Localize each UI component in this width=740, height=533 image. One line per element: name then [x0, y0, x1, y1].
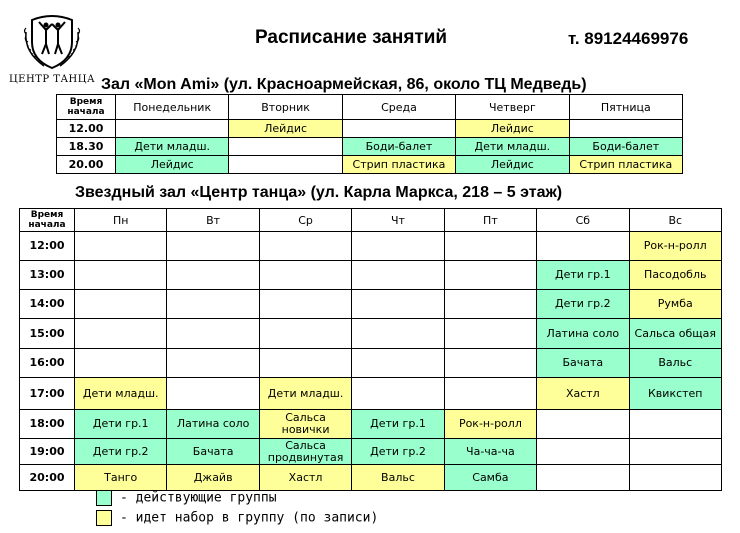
hall2-class-cell [629, 465, 721, 491]
hall2-class-cell: Рок-н-ролл [444, 410, 536, 439]
hall2-class-cell: Ча-ча-ча [444, 439, 536, 465]
hall2-time-cell: 12:00 [20, 232, 75, 261]
hall2-table-row [20, 378, 722, 410]
hall2-time-cell: 18:00 [20, 410, 75, 439]
hall2-time-cell: 20:00 [20, 465, 75, 491]
hall2-class-cell [167, 349, 259, 378]
hall2-class-cell [629, 410, 721, 439]
legend-swatch-green [96, 490, 112, 506]
hall2-schedule-table [19, 208, 722, 491]
hall2-class-cell: Дети младш. [259, 378, 351, 410]
hall2-class-cell [75, 261, 167, 290]
hall2-class-cell: Джайв [167, 465, 259, 491]
hall2-class-cell [352, 261, 444, 290]
hall2-class-cell [537, 439, 629, 465]
hall2-class-cell [444, 232, 536, 261]
hall2-class-cell: Самба [444, 465, 536, 491]
legend-item-enrolling [96, 510, 378, 526]
hall1-class-cell: Стрип пластика [569, 156, 682, 174]
hall1-time-cell: 20.00 [57, 156, 116, 174]
hall2-class-cell: Сальса общая [629, 319, 721, 349]
hall1-class-cell: Лейдис [456, 156, 569, 174]
hall1-class-cell [569, 120, 682, 138]
hall2-class-cell: Хастл [537, 378, 629, 410]
hall2-time-cell: 16:00 [20, 349, 75, 378]
hall2-class-cell: Дети гр.2 [352, 439, 444, 465]
hall2-class-cell [444, 378, 536, 410]
hall1-table-row [57, 156, 683, 174]
hall2-class-cell: Сальса продвинутая [259, 439, 351, 465]
hall2-class-cell: Латина соло [167, 410, 259, 439]
phone-number: т. 89124469976 [568, 29, 689, 48]
hall2-class-cell [352, 349, 444, 378]
hall1-day-header: Вторник [229, 95, 342, 120]
hall1-class-cell [229, 156, 342, 174]
hall2-class-cell [352, 378, 444, 410]
hall2-table-row [20, 465, 722, 491]
hall2-time-cell: 13:00 [20, 261, 75, 290]
hall2-class-cell [352, 319, 444, 349]
hall1-class-cell: Боди-балет [569, 138, 682, 156]
hall2-time-cell: 17:00 [20, 378, 75, 410]
hall2-time-cell: 14:00 [20, 290, 75, 319]
hall2-class-cell: Латина соло [537, 319, 629, 349]
hall2-class-cell [75, 290, 167, 319]
hall2-day-header: Сб [537, 209, 629, 232]
hall2-class-cell: Квикстеп [629, 378, 721, 410]
hall1-class-cell: Дети младш. [456, 138, 569, 156]
hall2-table-row [20, 410, 722, 439]
hall2-day-header: Чт [352, 209, 444, 232]
dancers-crest-icon [22, 12, 82, 70]
hall2-day-header: Вт [167, 209, 259, 232]
hall2-class-cell: Бачата [537, 349, 629, 378]
hall2-table-row [20, 232, 722, 261]
hall2-header-row [20, 209, 722, 232]
hall2-class-cell: Дети гр.2 [75, 439, 167, 465]
hall1-class-cell [229, 138, 342, 156]
hall2-class-cell: Хастл [259, 465, 351, 491]
legend-label: - действующие группы [120, 490, 277, 506]
hall2-class-cell: Дети гр.1 [352, 410, 444, 439]
hall1-title: Зал «Mon Ami» (ул. Красноармейская, 86, около ТЦ Медведь) [101, 76, 587, 93]
hall1-day-header: Пятница [569, 95, 682, 120]
hall2-class-cell [629, 439, 721, 465]
hall2-class-cell: Дети младш. [75, 378, 167, 410]
hall2-time-header: Время начала [20, 209, 75, 232]
hall2-table-row [20, 319, 722, 349]
hall2-class-cell [537, 410, 629, 439]
hall2-table-row [20, 261, 722, 290]
hall1-class-cell: Лейдис [116, 156, 229, 174]
hall2-table-row [20, 439, 722, 465]
hall1-schedule-table [56, 94, 683, 174]
hall2-class-cell [259, 261, 351, 290]
hall2-class-cell [259, 232, 351, 261]
hall1-time-header: Время начала [57, 95, 116, 120]
hall2-class-cell [352, 290, 444, 319]
hall2-class-cell [537, 232, 629, 261]
hall1-time-cell: 12.00 [57, 120, 116, 138]
hall2-class-cell: Румба [629, 290, 721, 319]
hall2-table-row [20, 290, 722, 319]
hall2-time-cell: 19:00 [20, 439, 75, 465]
hall2-class-cell: Сальса новички [259, 410, 351, 439]
hall1-table-row [57, 138, 683, 156]
hall2-class-cell [167, 378, 259, 410]
logo [8, 12, 96, 88]
hall2-day-header: Ср [259, 209, 351, 232]
hall1-class-cell: Стрип пластика [342, 156, 455, 174]
hall1-class-cell: Дети младш. [116, 138, 229, 156]
hall2-day-header: Пн [75, 209, 167, 232]
hall2-class-cell [352, 232, 444, 261]
hall2-class-cell: Рок-н-ролл [629, 232, 721, 261]
hall2-class-cell: Дети гр.2 [537, 290, 629, 319]
hall2-class-cell [259, 319, 351, 349]
hall2-class-cell [167, 319, 259, 349]
hall2-class-cell: Пасодобль [629, 261, 721, 290]
hall2-class-cell [444, 290, 536, 319]
hall2-class-cell [444, 349, 536, 378]
hall2-class-cell [167, 232, 259, 261]
legend-label: - идет набор в группу (по записи) [120, 510, 379, 526]
hall2-time-cell: 15:00 [20, 319, 75, 349]
hall2-title: Звездный зал «Центр танца» (ул. Карла Маркса, 218 – 5 этаж) [75, 184, 563, 201]
hall1-table-row [57, 120, 683, 138]
hall1-class-cell: Лейдис [229, 120, 342, 138]
logo-text: ЦЕНТР ТАНЦА [8, 74, 96, 85]
hall2-class-cell [167, 261, 259, 290]
legend-item-active [96, 490, 277, 506]
hall1-class-cell: Лейдис [456, 120, 569, 138]
hall2-class-cell [75, 349, 167, 378]
hall2-class-cell [167, 290, 259, 319]
hall2-class-cell: Вальс [629, 349, 721, 378]
hall2-class-cell: Дети гр.1 [75, 410, 167, 439]
hall2-class-cell [75, 319, 167, 349]
hall2-table-row [20, 349, 722, 378]
hall1-class-cell [342, 120, 455, 138]
hall2-class-cell: Вальс [352, 465, 444, 491]
hall2-class-cell [444, 261, 536, 290]
hall2-class-cell [444, 319, 536, 349]
page-title: Расписание занятий [255, 27, 448, 48]
hall2-class-cell [259, 290, 351, 319]
hall1-day-header: Среда [342, 95, 455, 120]
hall1-day-header: Понедельник [116, 95, 229, 120]
hall2-class-cell [537, 465, 629, 491]
hall2-class-cell [259, 349, 351, 378]
legend-swatch-yellow [96, 510, 112, 526]
hall2-class-cell [75, 232, 167, 261]
hall1-class-cell [116, 120, 229, 138]
hall2-day-header: Пт [444, 209, 536, 232]
hall1-class-cell: Боди-балет [342, 138, 455, 156]
hall1-time-cell: 18.30 [57, 138, 116, 156]
hall1-day-header: Четверг [456, 95, 569, 120]
hall2-class-cell: Дети гр.1 [537, 261, 629, 290]
hall1-header-row [57, 95, 683, 120]
hall2-day-header: Вс [629, 209, 721, 232]
hall2-class-cell: Танго [75, 465, 167, 491]
hall2-class-cell: Бачата [167, 439, 259, 465]
